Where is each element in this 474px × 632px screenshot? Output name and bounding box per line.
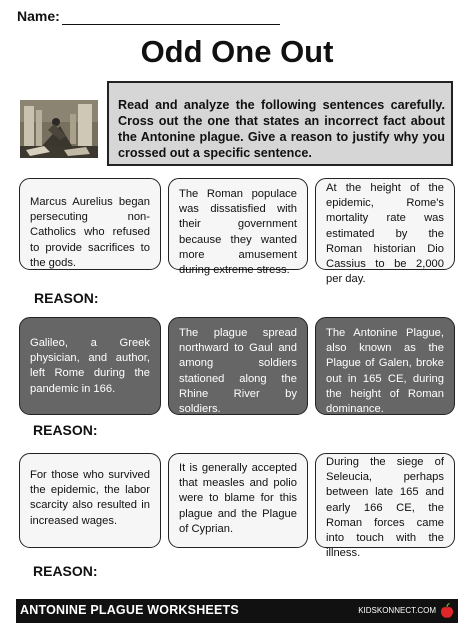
fact-card-9[interactable]: During the siege of Seleucia, perhaps between late 165 and early 166 CE, the Roman forces came into touch with the illness. — [315, 453, 455, 548]
footer-bar — [16, 599, 458, 623]
name-label: Name: — [17, 8, 60, 24]
reason-label-3: REASON: — [33, 563, 98, 579]
instructions-box: Read and analyze the following sentences carefully. Cross out the one that states an incorrect fact about the Antonine plague. Give a reason to justify why you crossed out a specific sentence. — [107, 81, 453, 166]
name-input-line[interactable] — [62, 24, 280, 25]
reason-label-1: REASON: — [34, 290, 99, 306]
reason-label-2: REASON: — [33, 422, 98, 438]
footer-site-link[interactable]: KIDSKONNECT.COM — [358, 606, 436, 615]
fact-card-2[interactable]: The Roman populace was dissatisfied with their government because they wanted more amusement during extreme stress. — [168, 178, 308, 270]
fact-card-5[interactable]: The plague spread northward to Gaul and among soldiers stationed along the Rhine River by soldiers. — [168, 317, 308, 415]
fact-card-6[interactable]: The Antonine Plague, also known as the Plague of Galen, broke out in 165 CE, during the height of Roman dominance. — [315, 317, 455, 415]
apple-logo-icon — [440, 603, 454, 619]
footer-title: ANTONINE PLAGUE WORKSHEETS — [20, 603, 239, 617]
fact-card-3[interactable]: At the height of the epidemic, Rome's mortality rate was estimated by the Roman historian Dio Cassius to be 2,000 per day. — [315, 178, 455, 270]
fact-card-1[interactable]: Marcus Aurelius began persecuting non-Catholics who refused to provide sacrifices to the gods. — [19, 178, 161, 270]
page-title: Odd One Out — [140, 34, 334, 69]
fact-card-7[interactable]: For those who survived the epidemic, the labor scarcity also resulted in increased wages. — [19, 453, 161, 548]
fact-card-8[interactable]: It is generally accepted that measles and polio were to blame for this plague and the Plague of Cyprian. — [168, 453, 308, 548]
plague-painting-image — [20, 100, 98, 158]
fact-card-4[interactable]: Galileo, a Greek physician, and author, left Rome during the pandemic in 166. — [19, 317, 161, 415]
